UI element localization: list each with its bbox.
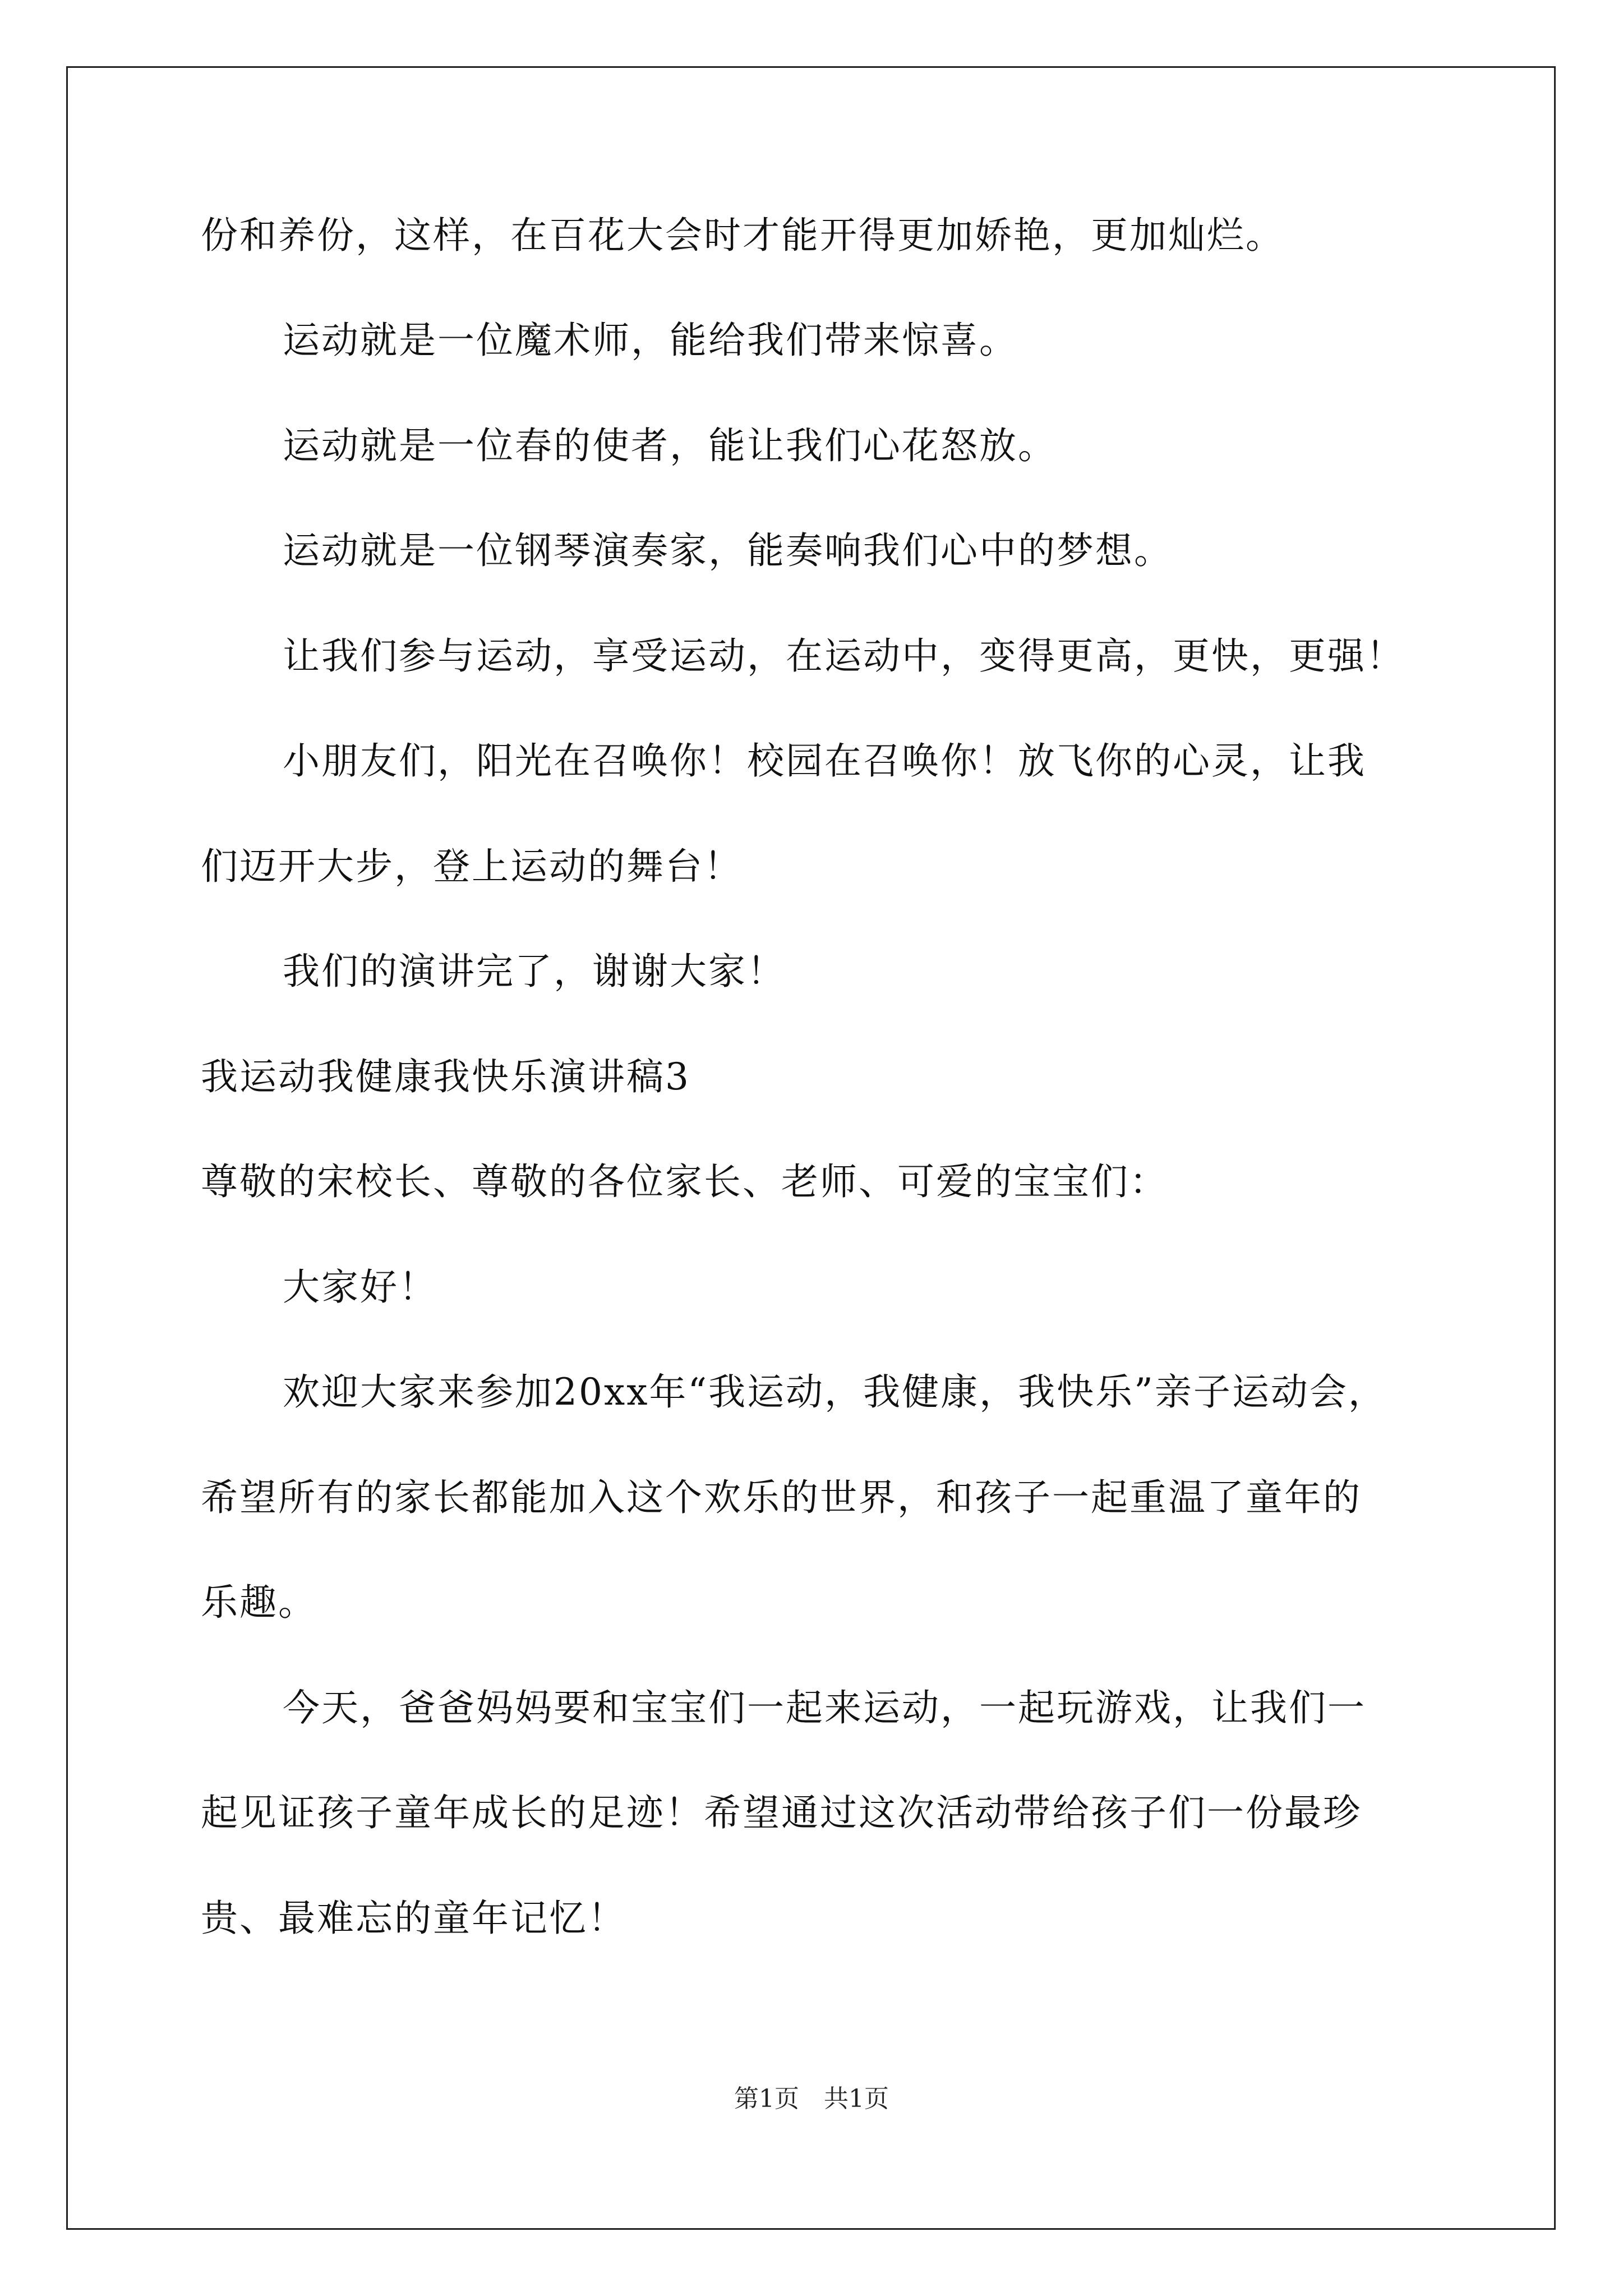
- paragraph-line: 小朋友们，阳光在召唤你！校园在召唤你！放飞你的心灵，让我: [283, 739, 1366, 783]
- paragraph-line: 运动就是一位钢琴演奏家，能奏响我们心中的梦想。: [283, 529, 1173, 572]
- paragraph-line: 欢迎大家来参加20xx年“我运动，我健康，我快乐”亲子运动会，: [283, 1370, 1387, 1414]
- paragraph-line: 运动就是一位魔术师，能给我们带来惊喜。: [283, 319, 1018, 362]
- paragraph-line: 贵、最难忘的童年记忆！: [201, 1897, 626, 1940]
- section-title: 我运动我健康我快乐演讲稿3: [201, 1055, 690, 1098]
- paragraph-line: 我们的演讲完了，谢谢大家！: [283, 950, 786, 993]
- page-number-footer: 第1页 共1页: [734, 2085, 889, 2113]
- paragraph-line: 起见证孩子童年成长的足迹！希望通过这次活动带给孩子们一份最珍: [201, 1791, 1362, 1834]
- paragraph-line: 运动就是一位春的使者，能让我们心花怒放。: [283, 424, 1057, 467]
- paragraph-line: 今天，爸爸妈妈要和宝宝们一起来运动，一起玩游戏，让我们一: [283, 1686, 1366, 1729]
- greeting: 大家好！: [283, 1266, 437, 1309]
- paragraph-line: 让我们参与运动，享受运动，在运动中，变得更高，更快，更强！: [283, 634, 1405, 678]
- salutation: 尊敬的宋校长、尊敬的各位家长、老师、可爱的宝宝们：: [201, 1160, 1168, 1203]
- paragraph-line: 希望所有的家长都能加入这个欢乐的世界，和孩子一起重温了童年的: [201, 1476, 1362, 1519]
- paragraph-line: 们迈开大步，登上运动的舞台！: [201, 845, 743, 888]
- paragraph-line: 份和养份，这样，在百花大会时才能开得更加娇艳，更加灿烂。: [201, 214, 1284, 257]
- paragraph-line: 乐趣。: [201, 1581, 317, 1624]
